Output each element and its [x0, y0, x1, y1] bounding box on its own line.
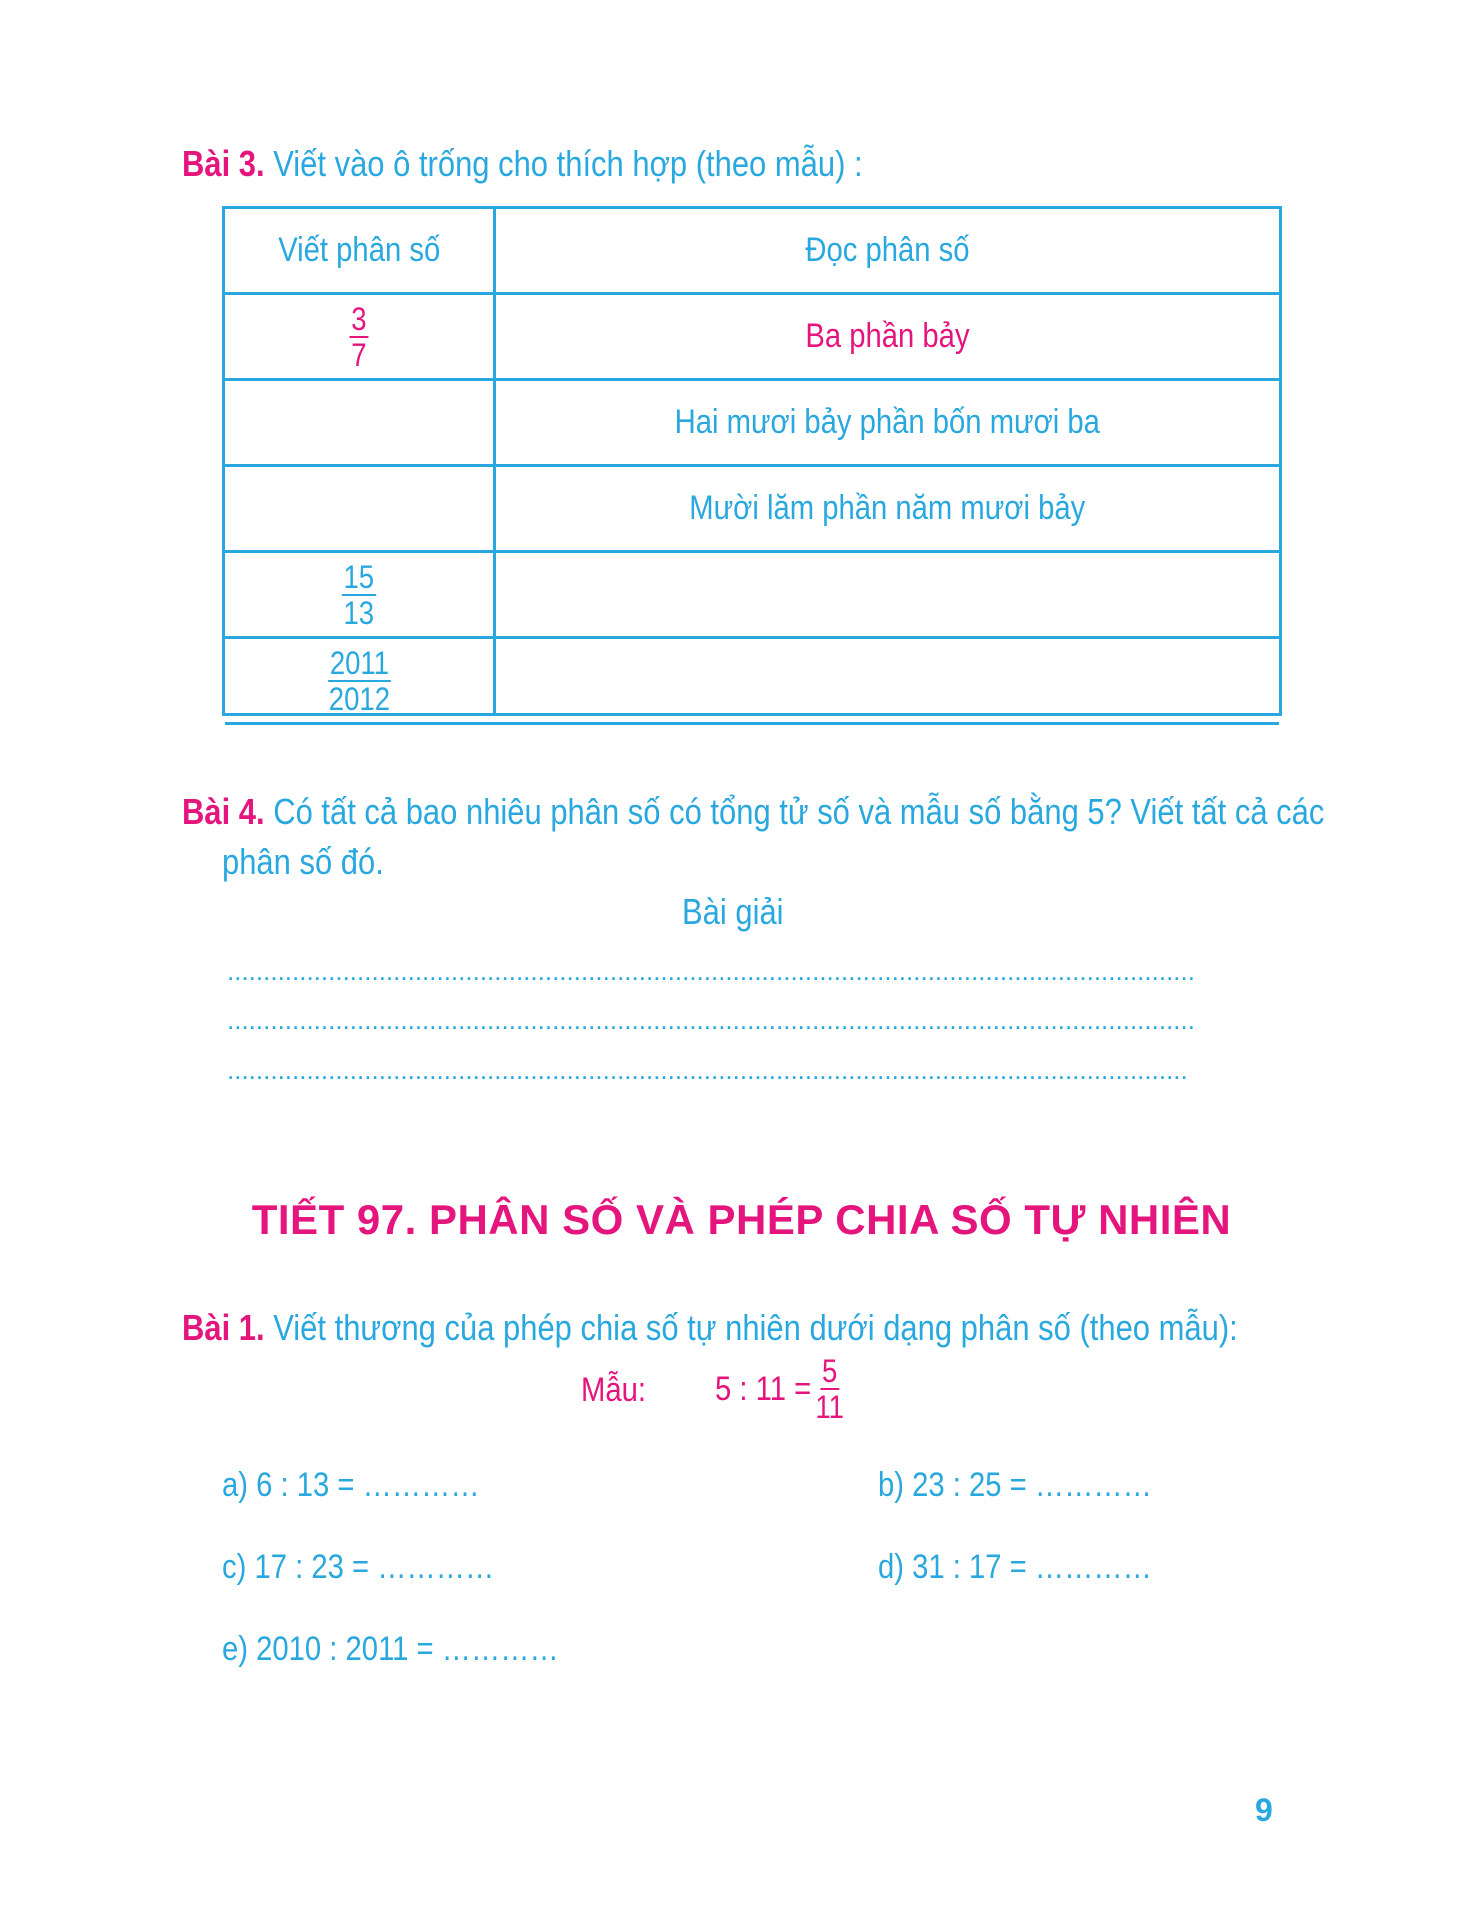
bai1-label: Bài 1.: [182, 1307, 265, 1348]
exercise-a[interactable]: a) 6 : 13 = …………: [222, 1466, 480, 1504]
answer-line[interactable]: .....................................................................................................................................: [227, 1055, 1188, 1085]
table-row: [225, 467, 1279, 553]
denominator: 13: [343, 594, 375, 631]
numerator: 3: [351, 300, 367, 337]
exercise-c[interactable]: c) 17 : 23 = …………: [222, 1548, 495, 1586]
sample-label: Mẫu:: [581, 1371, 647, 1409]
fraction-cell: [225, 639, 493, 722]
numerator: 15: [343, 558, 375, 595]
reading-cell: Ba phần bảy: [805, 317, 970, 355]
numerator: 5: [821, 1353, 838, 1389]
header-write-fraction: Viết phân số: [277, 231, 441, 269]
fraction-cell: [225, 553, 493, 636]
lesson-title: TIẾT 97. PHÂN SỐ VÀ PHÉP CHIA SỐ TỰ NHIÊN: [251, 1196, 1232, 1243]
bai1-instruction: Viết thương của phép chia số tự nhiên dưới dạng phân số (theo mẫu):: [273, 1307, 1238, 1348]
header-read-fraction: Đọc phân số: [805, 231, 970, 269]
bai4-question-line2: phân số đó.: [222, 841, 384, 882]
sample-fraction: [815, 1354, 844, 1424]
exercise-e[interactable]: e) 2010 : 2011 = …………: [222, 1630, 559, 1668]
sample-expression: 5 : 11 =: [715, 1369, 812, 1408]
solution-label: Bài giải: [682, 891, 784, 932]
reading-cell-empty[interactable]: [496, 553, 1279, 636]
numerator: 2011: [329, 644, 389, 681]
table-row: [225, 295, 1279, 381]
fraction: [350, 302, 369, 372]
fraction: [328, 646, 391, 716]
reading-cell-empty[interactable]: [496, 639, 1279, 722]
table-header-row: [225, 209, 1279, 295]
bai3-label: Bài 3.: [182, 143, 265, 184]
table-row: [225, 553, 1279, 639]
bai3-heading: [182, 142, 863, 186]
answer-line[interactable]: ......................................................................................................................................: [227, 1005, 1195, 1035]
exercise-b[interactable]: b) 23 : 25 = …………: [878, 1466, 1152, 1504]
sample-equation: [715, 1354, 846, 1424]
fraction-table: [222, 206, 1282, 716]
denominator: 7: [351, 336, 367, 373]
reading-cell: Mười lăm phần năm mươi bảy: [689, 489, 1086, 527]
denominator: 2012: [328, 680, 390, 717]
fraction-cell: [225, 295, 493, 378]
page-number: 9: [1255, 1792, 1273, 1828]
table-row: [225, 381, 1279, 467]
bai1-heading: [182, 1306, 1238, 1350]
bai4-label: Bài 4.: [182, 791, 265, 832]
bai4-question: [182, 790, 1324, 834]
reading-cell: Hai mươi bảy phần bốn mươi ba: [674, 403, 1101, 441]
bai4-question-line1: Có tất cả bao nhiêu phân số có tổng tử số và mẫu số bằng 5? Viết tất cả các: [273, 791, 1325, 832]
denominator: 11: [815, 1389, 844, 1425]
bai3-instruction: Viết vào ô trống cho thích hợp (theo mẫu) :: [273, 143, 863, 184]
fraction: [342, 560, 376, 630]
table-column-divider: [493, 209, 496, 713]
table-row: [225, 639, 1279, 725]
fraction-cell-empty[interactable]: [225, 467, 493, 550]
exercise-d[interactable]: d) 31 : 17 = …………: [878, 1548, 1152, 1586]
answer-line[interactable]: ......................................................................................................................................: [227, 956, 1195, 986]
fraction-cell-empty[interactable]: [225, 381, 493, 464]
